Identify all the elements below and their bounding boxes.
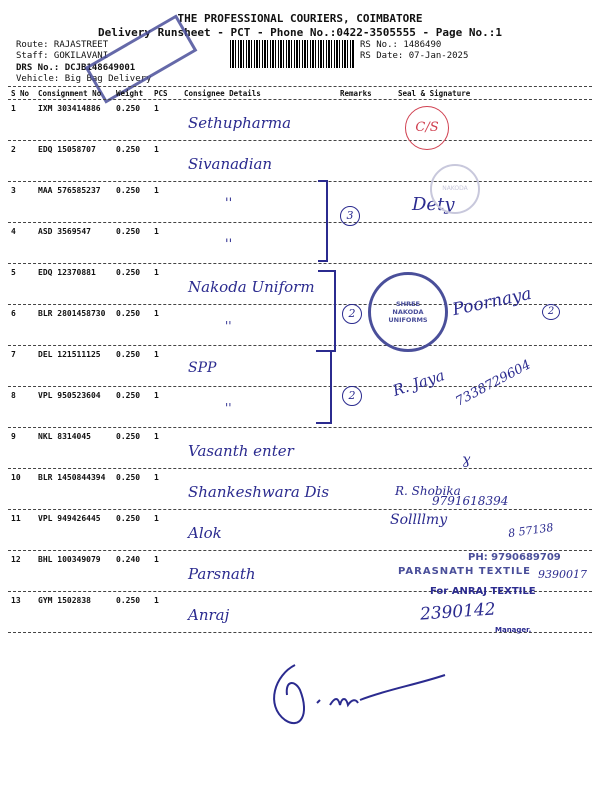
row-weight: 0.250: [116, 186, 141, 195]
row-pcs: 1: [154, 309, 159, 318]
row-weight: 0.250: [116, 268, 141, 277]
row-weight: 0.250: [116, 391, 141, 400]
row-weight: 0.250: [116, 227, 141, 236]
staff-label: Staff: GOKILAVANI: [16, 51, 109, 61]
signature-row3: Dety: [412, 194, 455, 215]
signature-row8: R. Jaya: [390, 366, 447, 400]
row-weight: 0.250: [116, 432, 141, 441]
remark-mark-3: 2: [342, 386, 362, 406]
row-separator: [8, 181, 592, 182]
row-consignment-number: NKL 8314045: [38, 432, 91, 441]
bracket-group-3: [316, 350, 332, 424]
row-separator: [8, 263, 592, 264]
rs-number: RS No.: 1486490: [360, 40, 442, 50]
row-sno: 12: [11, 555, 21, 564]
row-pcs: 1: [154, 227, 159, 236]
vehicle-label: Vehicle: Big Bag Delivery: [16, 74, 152, 84]
row-consignment-number: BLR 1450844394: [38, 473, 106, 482]
row-pcs: 1: [154, 473, 159, 482]
col-consignment: Consignment No: [38, 89, 102, 98]
row-weight: 0.250: [116, 596, 141, 605]
row-separator: [8, 386, 592, 387]
row-consignee-name: '': [225, 319, 232, 333]
row-pcs: 1: [154, 514, 159, 523]
header-bottom-rule: [8, 99, 592, 100]
row-consignment-number: ASD 3569547: [38, 227, 91, 236]
row-consignment-number: MAA 576585237: [38, 186, 101, 195]
row-consignment-number: DEL 121511125: [38, 350, 101, 359]
signature-row6-number: 2: [542, 304, 560, 320]
stamp-row13-company: For ANRAJ TEXTILE: [430, 586, 536, 597]
rs-date: RS Date: 07-Jan-2025: [360, 51, 469, 61]
col-consignee-details: Consignee Details: [184, 89, 261, 98]
row-sno: 6: [11, 309, 16, 318]
row-sno: 7: [11, 350, 16, 359]
remark-mark-2: 2: [342, 304, 362, 324]
faint-stamp: NAKODA: [430, 164, 480, 214]
bracket-group-2: [318, 270, 336, 352]
header-top-rule: [8, 86, 592, 87]
row-weight: 0.250: [116, 104, 141, 113]
row-separator: [8, 222, 592, 223]
col-sno: S No: [11, 89, 30, 98]
row-consignment-number: EDQ 15058707: [38, 145, 96, 154]
barcode: [230, 40, 355, 68]
row-consignment-number: IXM 303414886: [38, 104, 101, 113]
row-consignee-name: Alok: [188, 524, 222, 542]
drs-number: DRS No.: DCJB148649001: [16, 63, 136, 73]
row-weight: 0.250: [116, 309, 141, 318]
signature-row11: Sollllmy: [390, 512, 448, 528]
row-consignee-name: Vasanth enter: [188, 442, 294, 460]
runsheet-subtitle: Delivery Runsheet - PCT - Phone No.:0422-3505555 - Page No.:1: [98, 26, 502, 39]
signature-row12-number: 9390017: [538, 568, 587, 581]
row-consignee-name: Sethupharma: [188, 114, 292, 132]
row-consignee-name: '': [225, 401, 232, 415]
row-consignment-number: BLR 2801458730: [38, 309, 106, 318]
round-stamp-text: SHREE NAKODA UNIFORMS: [388, 300, 428, 324]
stamp-row13-role: Manager.: [495, 626, 532, 634]
row-consignee-name: Nakoda Uniform: [188, 278, 315, 296]
row-pcs: 1: [154, 268, 159, 277]
bottom-signature: [255, 655, 455, 735]
row-separator: [8, 550, 592, 551]
row-sno: 10: [11, 473, 21, 482]
row-consignee-name: Parsnath: [188, 565, 256, 583]
row-consignment-number: VPL 949426445: [38, 514, 101, 523]
row-pcs: 1: [154, 555, 159, 564]
col-remarks: Remarks: [340, 89, 372, 98]
col-pcs: PCS: [154, 89, 168, 98]
row-weight: 0.250: [116, 514, 141, 523]
row-sno: 8: [11, 391, 16, 400]
cs-signature: C/S: [405, 106, 449, 150]
row-weight: 0.250: [116, 145, 141, 154]
row-sno: 11: [11, 514, 21, 523]
bracket-group-1: [318, 180, 328, 262]
signature-row10-phone: 9791618394: [432, 494, 509, 508]
row-pcs: 1: [154, 596, 159, 605]
row-weight: 0.250: [116, 350, 141, 359]
row-weight: 0.250: [116, 473, 141, 482]
row-consignment-number: GYM 1502838: [38, 596, 91, 605]
row-separator: [8, 427, 592, 428]
stamp-row12-company: PARASNATH TEXTILE: [398, 566, 531, 577]
row-pcs: 1: [154, 145, 159, 154]
col-seal-signature: Seal & Signature: [398, 89, 471, 98]
row-consignee-name: '': [225, 196, 233, 211]
row-separator: [8, 468, 592, 469]
row-separator: [8, 140, 592, 141]
row-consignment-number: BHL 100349079: [38, 555, 101, 564]
row-consignee-name: SPP: [188, 360, 217, 376]
row-pcs: 1: [154, 391, 159, 400]
row-sno: 3: [11, 186, 16, 195]
signature-row6: Poornaya: [450, 283, 534, 321]
row-consignment-number: EDQ 12370881: [38, 268, 96, 277]
row-pcs: 1: [154, 104, 159, 113]
row-sno: 13: [11, 596, 21, 605]
signature-row13-number: 2390142: [419, 599, 497, 625]
row-consignment-number: VPL 950523604: [38, 391, 101, 400]
row-pcs: 1: [154, 432, 159, 441]
route-label: Route: RAJASTREET: [16, 40, 109, 50]
signature-row11-number: 8 57138: [507, 520, 555, 541]
row-separator: [8, 345, 592, 346]
row-sno: 2: [11, 145, 16, 154]
remark-mark-1: 3: [340, 206, 360, 226]
row-sno: 9: [11, 432, 16, 441]
company-title: THE PROFESSIONAL COURIERS, COIMBATORE: [177, 12, 423, 25]
row-sno: 4: [11, 227, 16, 236]
col-weight: Weight: [116, 89, 144, 98]
stamp-row12-phone: PH: 9790689709: [468, 552, 561, 563]
signature-row8-phone: 7338729604: [453, 357, 534, 410]
row-consignee-name: Shankeshwara Dis: [188, 483, 330, 501]
row-separator: [8, 509, 592, 510]
signature-row9: ɣ: [462, 452, 471, 468]
row-consignee-name: '': [225, 237, 233, 252]
row-sno: 1: [11, 104, 16, 113]
round-stamp: [368, 272, 448, 352]
row-consignee-name: Sivanadian: [188, 155, 273, 173]
row-pcs: 1: [154, 350, 159, 359]
row-sno: 5: [11, 268, 16, 277]
row-consignee-name: Anraj: [188, 606, 230, 624]
row-pcs: 1: [154, 186, 159, 195]
row-weight: 0.240: [116, 555, 141, 564]
signature-row10-name: R. Shobika: [395, 484, 461, 498]
